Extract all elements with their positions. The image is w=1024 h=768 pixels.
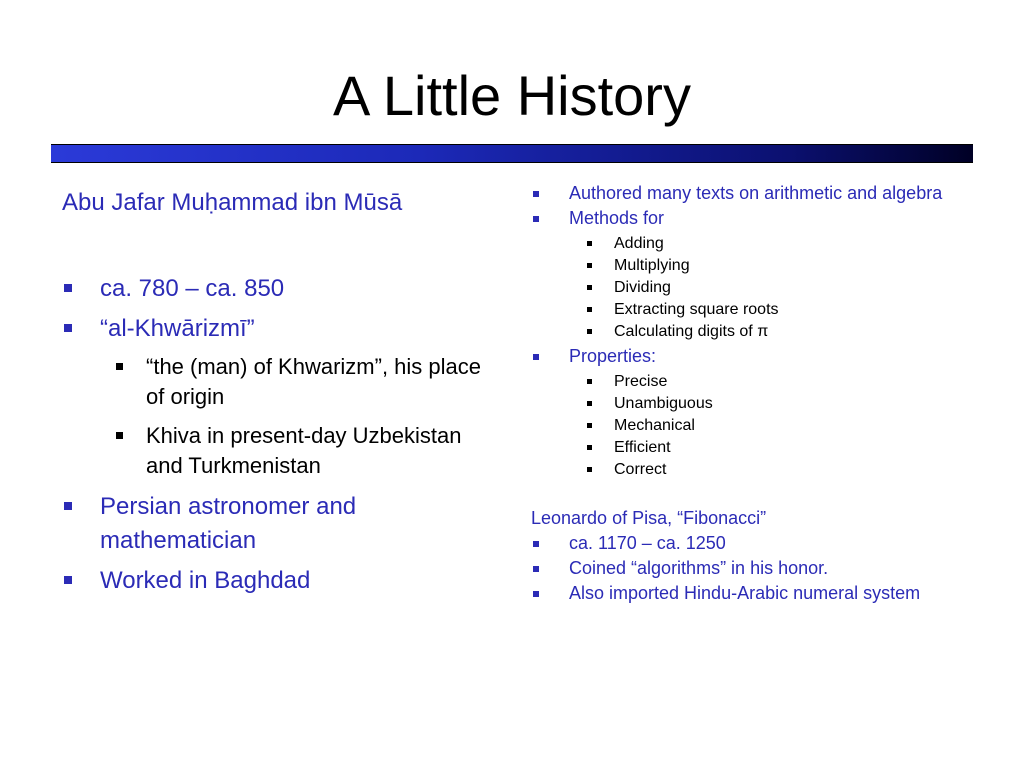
right-bullet-list: [531, 183, 971, 481]
square-bullet-icon: [587, 241, 592, 246]
list-item-text: “al-Khwārizmī”: [100, 315, 255, 342]
list-item-text: Adding: [614, 235, 664, 252]
list-item: [531, 277, 971, 299]
list-item: [62, 352, 502, 412]
list-item-text: Authored many texts on arithmetic and algebra: [569, 183, 943, 203]
square-bullet-icon: [533, 354, 539, 360]
left-column: [62, 188, 502, 604]
square-bullet-icon: [587, 285, 592, 290]
list-item-text: Extracting square roots: [614, 301, 779, 318]
list-item: [531, 415, 971, 437]
list-item-text: Precise: [614, 373, 668, 390]
square-bullet-icon: [533, 591, 539, 597]
list-item: [531, 299, 971, 321]
square-bullet-icon: [587, 379, 592, 384]
title-divider-bar: [51, 144, 973, 163]
list-item: [531, 459, 971, 481]
list-item-text: ca. 1170 – ca. 1250: [569, 533, 726, 553]
list-item-text: Correct: [614, 461, 667, 478]
square-bullet-icon: [116, 363, 123, 370]
list-item: [531, 393, 971, 415]
list-item-text: ca. 780 – ca. 850: [100, 275, 285, 302]
list-item: [531, 371, 971, 393]
right-heading-fibonacci: Leonardo of Pisa, “Fibonacci”: [531, 508, 767, 528]
list-item-text: Khiva in present-day Uzbekistan and Turkmenistan: [146, 423, 462, 478]
list-item: [531, 346, 971, 367]
square-bullet-icon: [587, 401, 592, 406]
list-item-text: “the (man) of Khwarizm”, his place of origin: [146, 354, 481, 409]
square-bullet-icon: [64, 502, 72, 510]
square-bullet-icon: [533, 541, 539, 547]
list-item-text: Mechanical: [614, 417, 695, 434]
square-bullet-icon: [587, 307, 592, 312]
list-item: [62, 272, 502, 306]
list-item: [531, 321, 971, 343]
right-column: [531, 183, 971, 608]
list-item: [62, 312, 502, 346]
list-item-text: Coined “algorithms” in his honor.: [569, 558, 829, 578]
list-item: [531, 437, 971, 459]
list-item: [62, 421, 502, 481]
left-bullet-list: [62, 272, 502, 598]
square-bullet-icon: [533, 566, 539, 572]
list-item-text: Properties:: [569, 346, 657, 366]
list-item-text: Methods for: [569, 208, 665, 228]
fibonacci-bullet-list: [531, 533, 971, 604]
list-item: [62, 490, 502, 558]
slide-title: A Little History: [333, 64, 691, 127]
square-bullet-icon: [64, 576, 72, 584]
list-item-text: Multiplying: [614, 257, 690, 274]
list-item-text: Persian astronomer and mathematician: [100, 493, 357, 554]
left-heading: Abu Jafar Muḥammad ibn Mūsā: [62, 189, 403, 216]
square-bullet-icon: [587, 445, 592, 450]
list-item: [62, 564, 502, 598]
square-bullet-icon: [587, 467, 592, 472]
list-item: [531, 583, 971, 604]
list-item-text: Efficient: [614, 439, 671, 456]
list-item: [531, 558, 971, 579]
square-bullet-icon: [587, 263, 592, 268]
list-item: [531, 233, 971, 255]
square-bullet-icon: [533, 191, 539, 197]
square-bullet-icon: [116, 432, 123, 439]
list-item-text: Calculating digits of π: [614, 323, 769, 340]
square-bullet-icon: [64, 284, 72, 292]
square-bullet-icon: [533, 216, 539, 222]
list-item-text: Dividing: [614, 279, 671, 296]
list-item: [531, 255, 971, 277]
list-item: [531, 208, 971, 229]
list-item: [531, 533, 971, 554]
list-item-text: Unambiguous: [614, 395, 713, 412]
square-bullet-icon: [587, 329, 592, 334]
list-item-text: Also imported Hindu-Arabic numeral system: [569, 583, 921, 603]
list-item-text: Worked in Baghdad: [100, 567, 311, 594]
list-item: [531, 183, 971, 204]
square-bullet-icon: [587, 423, 592, 428]
square-bullet-icon: [64, 324, 72, 332]
